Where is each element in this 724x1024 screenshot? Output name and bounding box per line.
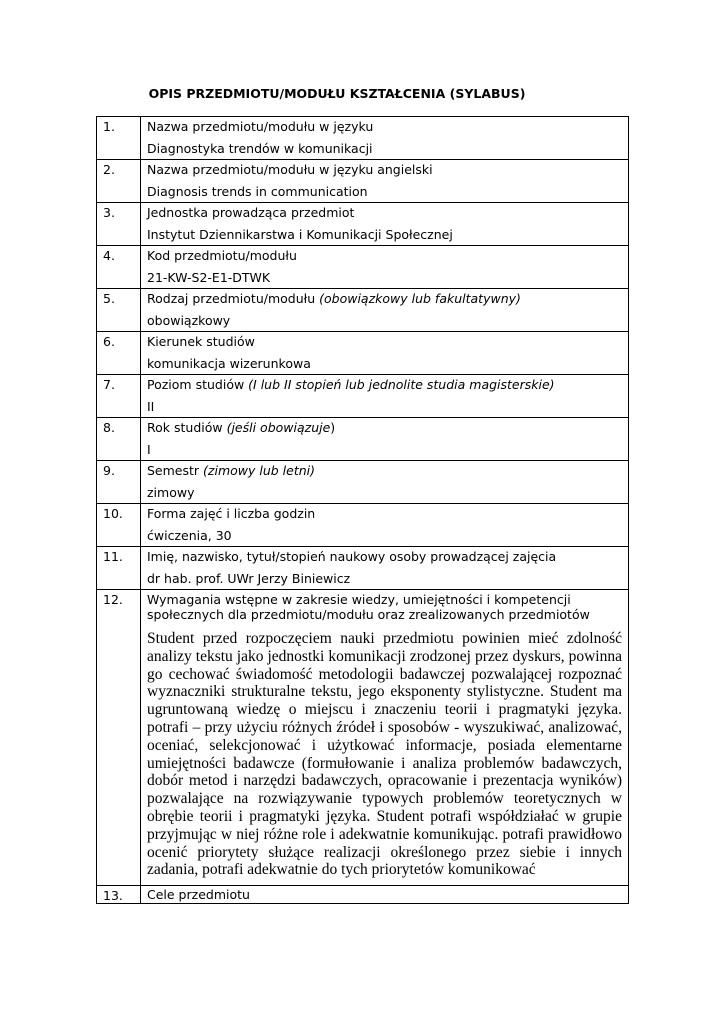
- document-title: OPIS PRZEDMIOTU/MODUŁU KSZTAŁCENIA (SYLABUS): [148, 86, 526, 101]
- row-label-text: Nazwa przedmiotu/modułu w języku angielski: [147, 162, 433, 177]
- table-row: [97, 886, 629, 904]
- row-label-text: Kierunek studiów: [147, 334, 255, 349]
- row-label: [147, 160, 622, 178]
- row-label-suffix: ): [330, 420, 336, 435]
- row-label-text: Poziom studiów: [147, 377, 249, 392]
- row-label: [147, 117, 622, 135]
- row-value: Instytut Dziennikarstwa i Komunikacji Społecznej: [147, 227, 453, 242]
- row-number: 9.: [97, 461, 141, 504]
- row-content: [141, 203, 629, 246]
- row-number: 2.: [97, 160, 141, 203]
- row-label-text: Kod przedmiotu/modułu: [147, 248, 297, 263]
- row-value: Diagnostyka trendów w komunikacji: [147, 141, 373, 156]
- row-content: [141, 117, 629, 160]
- row-label-hint: (zimowy lub letni): [203, 463, 316, 478]
- row-content: [141, 160, 629, 203]
- row-value: Diagnosis trends in communication: [147, 184, 368, 199]
- table-row: [97, 332, 629, 375]
- row-number: 12.: [97, 590, 141, 886]
- requirements-text: Student przed rozpoczęciem nauki przedmiotu powinien mieć zdolność analizy tekstu jako jednostki komunikacji zrodzonej przez dyskurs, powinna go cechować świadomość metodologii badawczej pozwalającej rozpoznać wyznaczniki strukturalne tekstu, jego eksponenty stylistyczne. Student ma ugruntowaną wiedzę o miejscu i znaczeniu teorii i pragmatyki języka. potrafi – przy użyciu różnych źródeł i sposobów - wyszukiwać, analizować, oceniać, selekcjonować i użytkować informacje, posiada elementarne umiejętności badawcze (formułowanie i analiza problemów badawczych, dobór metod i narzędzi badawczych, opracowanie i prezentacja wyników) pozwalające na rozwiązywanie typowych problemów teoretycznych w obrębie teorii i pragmatyki języka. Student potrafi współdziałać w grupie przyjmując w niej różne role i adekwatnie komunikując. potrafi prawidłowo ocenić priorytety służące realizacji określonego przez siebie i innych zadania, potrafi adekwatnie do tych priorytetów komunikować: [147, 630, 622, 879]
- syllabus-rows: [97, 117, 629, 904]
- row-content: [141, 332, 629, 375]
- row-value: obowiązkowy: [147, 313, 231, 328]
- row-label-hint: (I lub II stopień lub jednolite studia magisterskie): [248, 377, 555, 392]
- row-content: [141, 289, 629, 332]
- row-label-text: Rodzaj przedmiotu/modułu: [147, 291, 320, 306]
- row-label: Wymagania wstępne w zakresie wiedzy, umiejętności i kompetencji społecznych dla przedmiotu/modułu oraz zrealizowanych przedmiotów: [147, 592, 590, 622]
- row-label: [147, 332, 622, 350]
- row-label-text: Nazwa przedmiotu/modułu w języku: [147, 119, 374, 134]
- table-row: [97, 160, 629, 203]
- row-number: 5.: [97, 289, 141, 332]
- table-row: [97, 375, 629, 418]
- row-number: 6.: [97, 332, 141, 375]
- row-label-text: Semestr: [147, 463, 204, 478]
- row-value: 21-KW-S2-E1-DTWK: [147, 270, 271, 285]
- row-label: [147, 375, 622, 393]
- row-value: I: [147, 442, 151, 457]
- row-label-text: Jednostka prowadząca przedmiot: [147, 205, 355, 220]
- row-label: Cele przedmiotu: [147, 887, 250, 903]
- row-number: 13.: [97, 886, 141, 904]
- row-label: [147, 203, 622, 221]
- row-number: 10.: [97, 504, 141, 547]
- row-content: [141, 504, 629, 547]
- row-label: [147, 547, 622, 565]
- row-label-hint: (jeśli obowiązuje: [226, 420, 331, 435]
- row-label-text: Imię, nazwisko, tytuł/stopień naukowy osoby prowadzącej zajęcia: [147, 549, 557, 564]
- table-row: [97, 590, 629, 886]
- row-label-text: Rok studiów: [147, 420, 227, 435]
- row-number: 1.: [97, 117, 141, 160]
- table-row: [97, 547, 629, 590]
- row-value: zimowy: [147, 485, 195, 500]
- row-number: 11.: [97, 547, 141, 590]
- row-label-hint: (obowiązkowy lub fakultatywny): [319, 291, 521, 306]
- row-value: komunikacja wizerunkowa: [147, 356, 311, 371]
- row-number: 4.: [97, 246, 141, 289]
- table-row: [97, 418, 629, 461]
- row-label-text: Forma zajęć i liczba godzin: [147, 506, 316, 521]
- table-row: [97, 504, 629, 547]
- table-row: [97, 117, 629, 160]
- row-label: [147, 504, 622, 522]
- table-row: [97, 461, 629, 504]
- row-label: [147, 289, 622, 307]
- row-label: [147, 246, 622, 264]
- syllabus-table: [96, 116, 629, 904]
- row-number: 7.: [97, 375, 141, 418]
- row-number: 8.: [97, 418, 141, 461]
- table-row: [97, 203, 629, 246]
- row-number: 3.: [97, 203, 141, 246]
- row-content: [141, 418, 629, 461]
- row-content: [141, 547, 629, 590]
- table-row: [97, 289, 629, 332]
- row-value: II: [147, 399, 155, 414]
- table-row: [97, 246, 629, 289]
- row-value: ćwiczenia, 30: [147, 528, 232, 543]
- row-label: [147, 418, 622, 436]
- row-content: [141, 886, 629, 904]
- row-content: [141, 461, 629, 504]
- row-value: dr hab. prof. UWr Jerzy Biniewicz: [147, 571, 351, 586]
- row-label: [147, 461, 622, 479]
- row-content: [141, 246, 629, 289]
- row-content: [141, 375, 629, 418]
- row-content: [141, 590, 629, 886]
